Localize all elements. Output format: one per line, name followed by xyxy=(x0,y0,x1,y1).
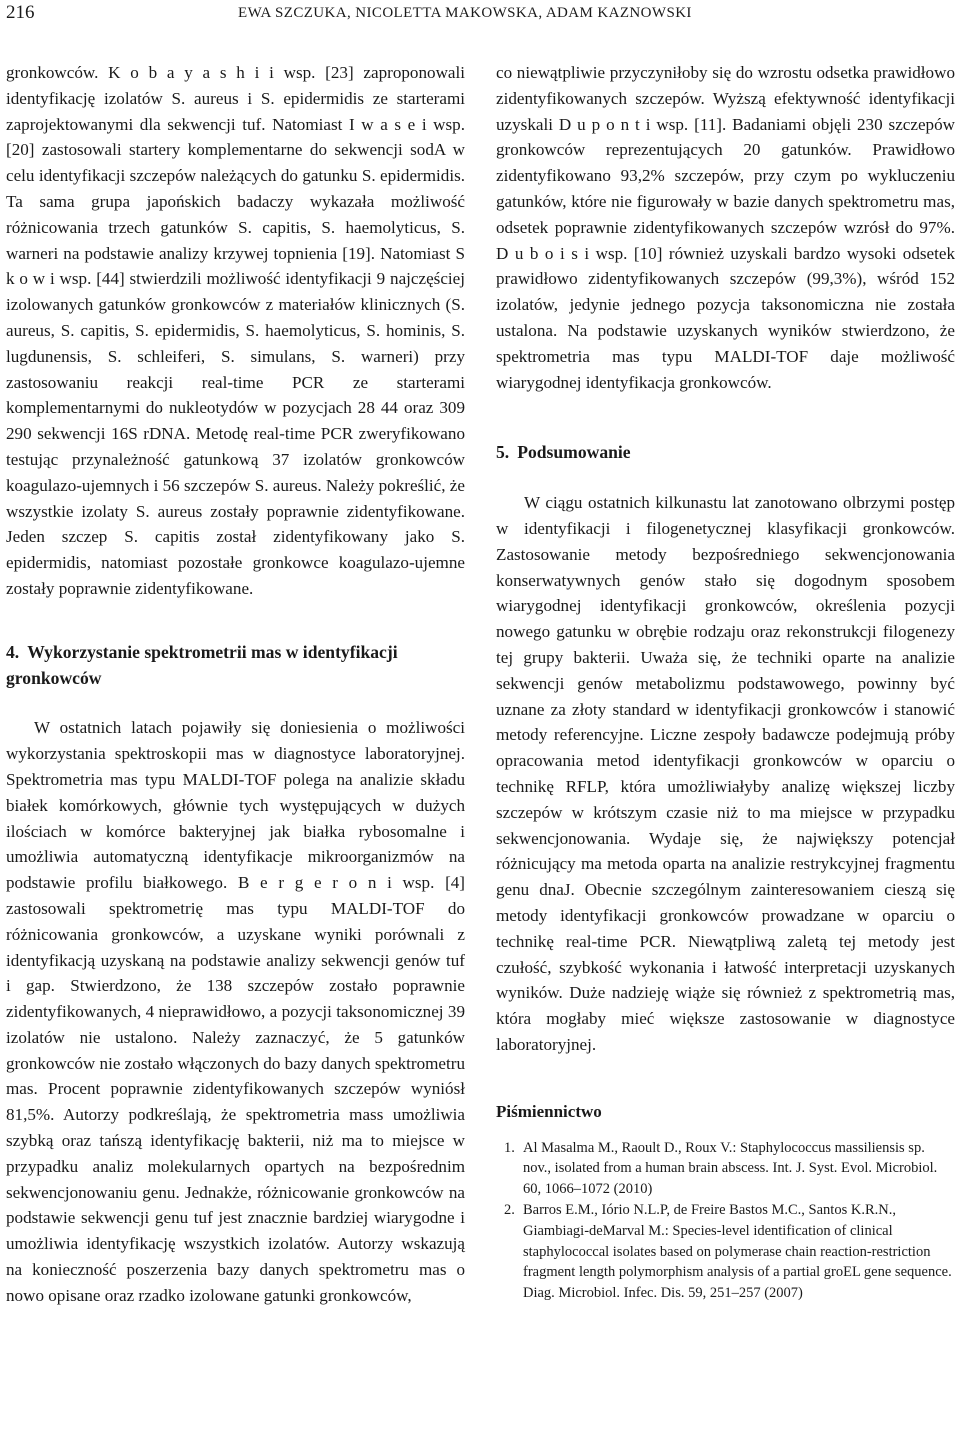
section-heading-4 xyxy=(6,640,465,692)
body-paragraph: co niewątpliwie przyczyniłoby się do wzrostu odsetka prawidłowo zidentyfikowanych szczepów. Wyższą efektywność identyfikacji uzyskali D u p o n t i wsp. [11]. Badaniami objęli 230 szczepów gronkowców reprezentujących 20 gatunków. Prawidłowo zidentyfikowano 93,2% szczepów, przy czym po wykluczeniu gatunków, które nie figurowały w bazie danych spektrometru mas, odsetek poprawnie zidentyfikowanych szczepów wzrósł do 97%. D u b o i s i wsp. [10] również uzyskali bardzo wysoki odsetek prawidłowo zidentyfikowanych szczepów (99,3%), wśród 152 izolatów, jedynie jednego pozycja taksonomiczna nie została ustalona. Na podstawie uzyskanych wyników stwierdzono, że spektrometria mas typu MALDI-TOF daje możliwość wiarygodnej identyfikacja gronkowców. xyxy=(496,63,955,392)
reference-item xyxy=(496,1200,955,1304)
reference-text: Barros E.M., Iório N.L.P, de Freire Bastos M.C., Santos K.R.N., Giambiagi-deMarval M.: Species-level identification of clinical staphylococcal isolates based on polymerase chain reaction-restriction fragment length polymorphism analysis of a partial groEL gene sequence. Diag. Microbiol. Infec. Dis. 59, 251–257 (2007) xyxy=(523,1202,952,1302)
section-number: 4. xyxy=(6,641,20,662)
body-paragraph: W ciągu ostatnich kilkunastu lat zanotowano olbrzymi postęp w identyfikacji i filogenetycznej klasyfikacji gronkowców. Zastosowanie metody bezpośredniego sekwencjonowania konserwatywnych genów stało się dogodnym sposobem wiarygodnej identyfikacji gronkowców, określenia pozycji nowego gatunku w obrębie rodzaju oraz rekonstrukcji filogenezy tej grupy bakterii. Uważa się, że techniki oparte na analizie sekwencji genów metabolizmu podstawowego, powinny być uznane za złoty standard w identyfikacji gronkowców i stanowić metody referencyjne. Liczne zespoły badawcze podejmują próby opracowania metod identyfikacji gronkowców w oparciu o technikę RFLP, która umożliwiałyby analizę większej liczby szczepów w krótszym czasie niż to ma miejsce w przypadku sekwencjonowania. Wydaje się, że największy potencjał różnicujący ma metoda oparta na analizie restrykcyjnej fragmentu genu dnaJ. Obecnie szczególnym zainteresowaniem cieszą się metody identyfikacji gronkowców prowadzane w oparciu o technikę real-time PCR. Niewątpliwą zaletą tej metody jest czułość, szybkość wykonania i łatwość interpretacji uzyskanych wyników. Duże nadzieję wiąże się również z spektrometrią mas, która mogłaby mieć większe zastosowanie w diagnostyce laboratoryjnej. xyxy=(496,493,955,1054)
body-paragraph: W ostatnich latach pojawiły się doniesienia o możliwości wykorzystania spektroskopii mas w diagnostyce laboratoryjnej. Spektrometria mas typu MALDI-TOF polega na analizie składu białek komórkowych, głównie tych występujących w dużych ilościach w komórce bakteryjnej jak białka rybosomalne i umożliwia automatyczną identyfikacje mikroorganizmów na podstawie profilu białkowego. B e r g e r o n i wsp. [4] zastosowali spektrometrię mas typu MALDI-TOF do różnicowania gronkowców, a uzyskane wyniki porównali z identyfikacją uzyskaną na podstawie analizy sekwencji genów tuf i gap. Stwierdzono, że 138 szczepów zostało poprawnie zidentyfikowanych, 4 nieprawidłowo, a pozycji taksonomicznej 39 izolatów nie ustalono. Należy zaznaczyć, że 5 gatunków gronkowców nie zostało włączonych do bazy danych spektrometru mas. Procent poprawnie zidentyfikowanych szczepów wyniósł 81,5%. Autorzy podkreślają, że spektrometria mass umożliwia szybką oraz tańszą identyfikację bakterii, niż ma to miejsce w przypadku analiz molekularnych opartych na bezpośrednim sekwencjonowaniu genu. Jednakże, różnicowanie gronkowców na podstawie sekwencji genu tuf jest znacznie bardziej wiarygodne i umożliwia identyfikację wszystkich izolatów. Autorzy wskazują na konieczność poszerzenia bazy danych spektrometru mas o nowo opisane oraz rzadko izolowane gatunki gronkowców, xyxy=(6,718,466,1305)
section-heading-5 xyxy=(496,440,955,466)
section-title: Podsumowanie xyxy=(517,442,631,463)
reference-text: Al Masalma M., Raoult D., Roux V.: Staphylococcus massiliensis sp. nov., isolated from a human brain abscess. Int. J. Syst. Evol. Microbiol. 60, 1066–1072 (2010) xyxy=(523,1139,938,1198)
running-head-authors: EWA SZCZUKA, NICOLETTA MAKOWSKA, ADAM KAZNOWSKI xyxy=(238,5,692,21)
reference-item xyxy=(496,1138,955,1200)
references-heading: Piśmiennictwo xyxy=(496,1101,602,1121)
body-paragraph: gronkowców. K o b a y a s h i i wsp. [23] zaproponowali identyfikację izolatów S. aureus i S. epidermidis ze starterami zaprojektowanymi dla sekwencji tuf. Natomiast I w a s e i wsp. [20] zastosowali startery komplementarne do sekwencji sodA w celu identyfikacji szczepów należących do gatunku S. epidermidis. Ta sama grupa japońskich badaczy wykazała możliwość różnicowania trzech gatunków S. capitis, S. haemolyticus, S. warneri na podstawie analizy krzywej topnienia [19]. Natomiast S k o w i wsp. [44] stwierdzili możliwość identyfikacji 9 najczęściej izolowanych gatunków gronkowców z materiałów klinicznych (S. aureus, S. capitis, S. epidermidis, S. haemolyticus, S. hominis, S. lugdunensis, S. schleiferi, S. simulans, S. warneri) przy zastosowaniu reakcji real-time PCR ze starterami komplementarnymi do nukleotydów w pozycjach 28 44 oraz 309 290 sekwencji 16S rDNA. Metodę real-time PCR zweryfikowano testując przynależność gatunkową 37 izolatów gronkowców koagulazo-ujemnych i 56 szczepów S. aureus. Należy pokreślić, że wszystkie izolaty S. aureus zostały poprawnie zidentyfikowane. Jeden szczep S. capitis został zidentyfikowany jako S. epidermidis, natomiast pozostałe gronkowce koagulazo-ujemne zostały poprawnie zidentyfikowane. xyxy=(6,63,465,598)
running-head xyxy=(6,2,950,26)
left-column xyxy=(6,60,465,1309)
reference-list xyxy=(496,1138,955,1304)
reference-number: 2. xyxy=(504,1202,515,1219)
right-column xyxy=(496,60,955,1304)
section-number: 5. xyxy=(496,442,510,463)
section-title: Wykorzystanie spektrometrii mas w identyfikacji gronkowców xyxy=(6,641,398,688)
reference-number: 1. xyxy=(504,1139,515,1156)
page-number: 216 xyxy=(6,2,35,23)
